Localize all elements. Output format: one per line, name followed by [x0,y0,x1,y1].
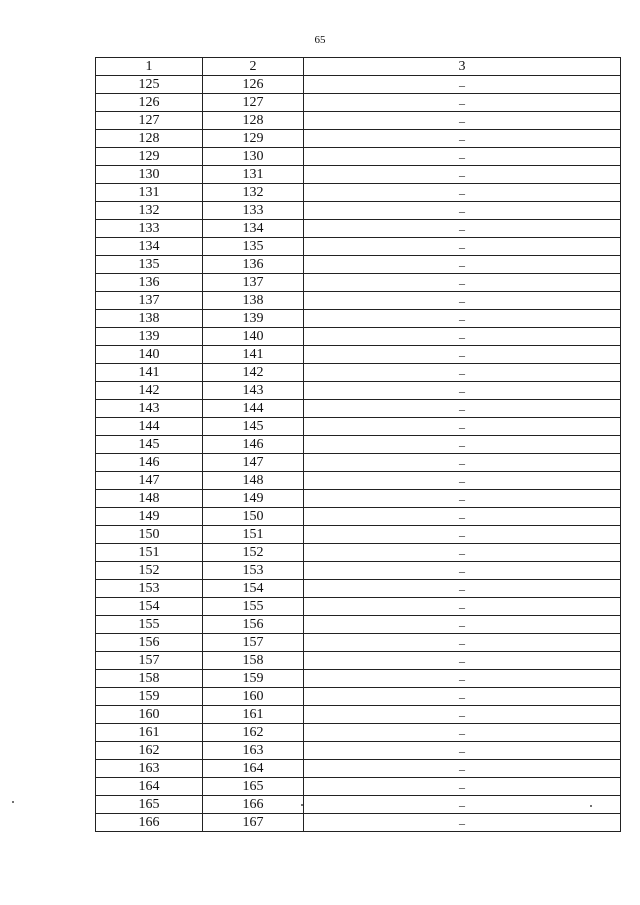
table-cell-col-2: 133 [203,202,304,220]
table-row [96,148,621,166]
table-cell-col-1: 157 [96,652,203,670]
table-cell-col-3: – [304,310,621,328]
table-cell-col-1: 127 [96,112,203,130]
table-cell-col-1: 166 [96,814,203,832]
table-cell-col-3: – [304,472,621,490]
table-cell-col-3: – [304,166,621,184]
table-cell-col-1: 143 [96,400,203,418]
table-row [96,616,621,634]
table-cell-col-2: 136 [203,256,304,274]
table-row [96,652,621,670]
table-cell-col-3: – [304,346,621,364]
table-cell-col-3: – [304,400,621,418]
table-row [96,328,621,346]
table-row [96,598,621,616]
table-cell-col-3: – [304,436,621,454]
table-cell-col-1: 156 [96,634,203,652]
table-cell-col-1: 165 [96,796,203,814]
scan-speck [590,805,592,807]
table-row [96,562,621,580]
table-cell-col-1: 159 [96,688,203,706]
table-row [96,580,621,598]
table-cell-col-2: 134 [203,220,304,238]
table-row [96,202,621,220]
table-header [96,58,621,76]
table-row [96,310,621,328]
table-cell-col-3: – [304,130,621,148]
table-row [96,418,621,436]
table-cell-col-3: – [304,292,621,310]
table-row [96,490,621,508]
table-cell-col-1: 164 [96,778,203,796]
table-cell-col-3: – [304,490,621,508]
table-cell-col-1: 155 [96,616,203,634]
table-cell-col-3: – [304,418,621,436]
table-cell-col-1: 148 [96,490,203,508]
table-cell-col-2: 142 [203,364,304,382]
table-cell-col-1: 152 [96,562,203,580]
table-cell-col-2: 131 [203,166,304,184]
table-cell-col-2: 130 [203,148,304,166]
table-cell-col-2: 141 [203,346,304,364]
scan-speck [12,801,14,803]
scan-speck [301,804,303,806]
table-row [96,544,621,562]
table-row [96,346,621,364]
table-cell-col-1: 134 [96,238,203,256]
table-row [96,220,621,238]
table-cell-col-1: 135 [96,256,203,274]
table-cell-col-3: – [304,526,621,544]
table-cell-col-1: 150 [96,526,203,544]
table-cell-col-2: 164 [203,760,304,778]
table-row [96,778,621,796]
table-cell-col-3: – [304,598,621,616]
column-header-1: 1 [96,58,203,76]
table-cell-col-1: 132 [96,202,203,220]
table-row [96,508,621,526]
table-cell-col-1: 151 [96,544,203,562]
table-cell-col-2: 128 [203,112,304,130]
table-cell-col-2: 148 [203,472,304,490]
table-cell-col-3: – [304,274,621,292]
table-cell-col-2: 157 [203,634,304,652]
table-cell-col-3: – [304,382,621,400]
table-cell-col-1: 154 [96,598,203,616]
table-cell-col-3: – [304,796,621,814]
table-cell-col-3: – [304,724,621,742]
table-cell-col-3: – [304,616,621,634]
table-cell-col-3: – [304,148,621,166]
table-cell-col-1: 163 [96,760,203,778]
table-cell-col-2: 166 [203,796,304,814]
table-cell-col-1: 161 [96,724,203,742]
table-cell-col-1: 141 [96,364,203,382]
table-cell-col-2: 137 [203,274,304,292]
table-cell-col-2: 126 [203,76,304,94]
table-row [96,436,621,454]
table-row [96,382,621,400]
table-cell-col-1: 149 [96,508,203,526]
table-cell-col-2: 139 [203,310,304,328]
table-row [96,166,621,184]
table-cell-col-2: 165 [203,778,304,796]
table-cell-col-3: – [304,562,621,580]
table-cell-col-3: – [304,256,621,274]
table-cell-col-2: 147 [203,454,304,472]
table-cell-col-2: 149 [203,490,304,508]
table-cell-col-3: – [304,760,621,778]
table-cell-col-3: – [304,202,621,220]
table-cell-col-2: 129 [203,130,304,148]
table-cell-col-2: 160 [203,688,304,706]
table-cell-col-3: – [304,454,621,472]
table-cell-col-1: 128 [96,130,203,148]
table-cell-col-1: 160 [96,706,203,724]
table-row [96,472,621,490]
table-row [96,238,621,256]
table-cell-col-2: 151 [203,526,304,544]
table-cell-col-3: – [304,814,621,832]
table-cell-col-2: 146 [203,436,304,454]
table-body [96,76,621,832]
table-cell-col-1: 158 [96,670,203,688]
table-cell-col-1: 133 [96,220,203,238]
table-cell-col-3: – [304,544,621,562]
table-row [96,706,621,724]
table-cell-col-3: – [304,580,621,598]
table-row [96,112,621,130]
table-cell-col-3: – [304,652,621,670]
table-cell-col-3: – [304,508,621,526]
table-row [96,670,621,688]
table-row [96,796,621,814]
table-cell-col-3: – [304,634,621,652]
table-row [96,94,621,112]
table-cell-col-2: 140 [203,328,304,346]
table-row [96,634,621,652]
table-cell-col-2: 167 [203,814,304,832]
page-number: 65 [314,34,326,46]
table-row [96,292,621,310]
table-cell-col-1: 139 [96,328,203,346]
table-cell-col-2: 152 [203,544,304,562]
table-row [96,724,621,742]
table-cell-col-1: 140 [96,346,203,364]
table-row [96,256,621,274]
column-header-2: 2 [203,58,304,76]
table-cell-col-3: – [304,238,621,256]
table-row [96,814,621,832]
table-row [96,454,621,472]
table-cell-col-2: 155 [203,598,304,616]
table-row [96,364,621,382]
table-row [96,526,621,544]
table-cell-col-3: – [304,94,621,112]
table-cell-col-1: 138 [96,310,203,328]
table-cell-col-2: 143 [203,382,304,400]
table-row [96,742,621,760]
table-cell-col-2: 135 [203,238,304,256]
table-row [96,274,621,292]
table-cell-col-2: 159 [203,670,304,688]
data-table [95,57,621,832]
table-cell-col-3: – [304,688,621,706]
table-cell-col-3: – [304,364,621,382]
table-cell-col-3: – [304,742,621,760]
table-cell-col-2: 163 [203,742,304,760]
table-cell-col-3: – [304,778,621,796]
table-cell-col-1: 136 [96,274,203,292]
table-header-row [96,58,621,76]
table-cell-col-2: 154 [203,580,304,598]
table-cell-col-1: 137 [96,292,203,310]
table-cell-col-1: 162 [96,742,203,760]
table-cell-col-2: 132 [203,184,304,202]
table-cell-col-3: – [304,706,621,724]
table-cell-col-3: – [304,328,621,346]
table-cell-col-2: 144 [203,400,304,418]
table-cell-col-2: 158 [203,652,304,670]
table-cell-col-2: 161 [203,706,304,724]
table-cell-col-3: – [304,220,621,238]
table-row [96,760,621,778]
table-row [96,400,621,418]
table-cell-col-2: 162 [203,724,304,742]
table-cell-col-1: 126 [96,94,203,112]
table-row [96,688,621,706]
table-cell-col-1: 125 [96,76,203,94]
table-cell-col-1: 129 [96,148,203,166]
table-cell-col-2: 145 [203,418,304,436]
table-row [96,184,621,202]
table-cell-col-1: 147 [96,472,203,490]
table-cell-col-1: 130 [96,166,203,184]
table-row [96,76,621,94]
table-cell-col-3: – [304,112,621,130]
table-row [96,130,621,148]
table-cell-col-1: 153 [96,580,203,598]
table-cell-col-3: – [304,184,621,202]
table-cell-col-2: 156 [203,616,304,634]
table-cell-col-1: 146 [96,454,203,472]
table-cell-col-2: 150 [203,508,304,526]
table-cell-col-1: 145 [96,436,203,454]
table-cell-col-3: – [304,76,621,94]
table-cell-col-2: 153 [203,562,304,580]
table-cell-col-2: 138 [203,292,304,310]
column-header-3: 3 [304,58,621,76]
table-cell-col-1: 142 [96,382,203,400]
table-cell-col-2: 127 [203,94,304,112]
table-cell-col-1: 131 [96,184,203,202]
table-cell-col-1: 144 [96,418,203,436]
table-cell-col-3: – [304,670,621,688]
